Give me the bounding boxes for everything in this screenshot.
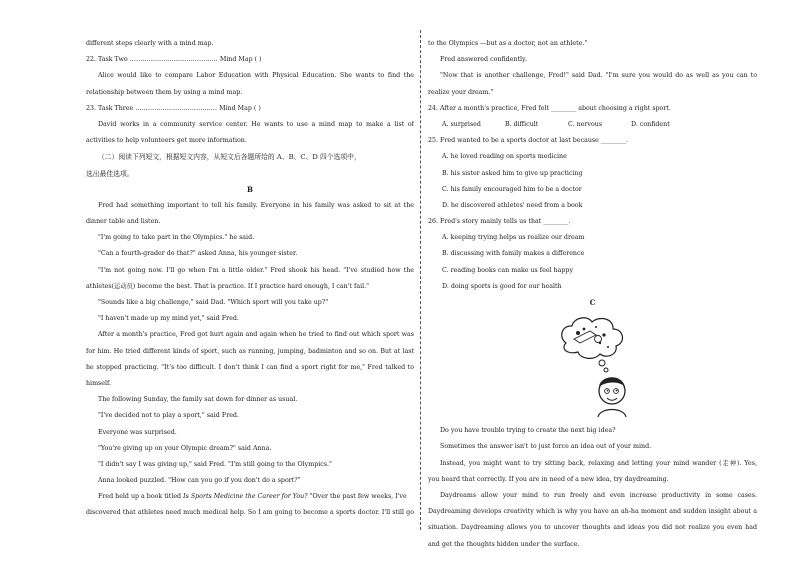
text-line: Do you have trouble trying to create the next big idea?	[440, 427, 616, 435]
option-a: A. keeping trying helps us realize our dream	[442, 234, 585, 242]
question-25-stem: 25. Fred wanted to be a sports doctor at last because ________.	[428, 137, 629, 145]
option-c: C. reading books can make us feel happy	[442, 266, 574, 274]
task-three-line: 23. Task Three ………………………………… Mind Map ( )	[86, 104, 261, 112]
text-line: himself.	[86, 379, 112, 387]
text-line: relationship between them by using a mind map.	[86, 88, 243, 96]
text-line: "Now that is another challenge, Fred!" said Dad. "I'm sure you would do as well as you can to	[440, 72, 757, 80]
text-line: discovered that athletes need much medical help. So I am going to become a sports doctor. I'll still go	[86, 509, 414, 517]
column-divider	[420, 30, 421, 530]
option-b: B. discussing with family makes a difference	[442, 250, 585, 258]
text-line: athletes(运动员) become the best. That is practice. If I practice hard enough, I can't fail."	[86, 282, 369, 290]
task-two-line: 22. Task Two …………………………………… Mind Map ( )	[86, 56, 262, 64]
text-fragment: "Over the past few weeks, I've	[309, 493, 407, 501]
option-c: C. nervous	[568, 120, 603, 128]
text-line: for him. He tried different kinds of sport, such as running, jumping, badminton and so on. But at last	[86, 347, 414, 355]
text-line: to the Olympics —but as a doctor, not an athlete."	[428, 40, 588, 47]
section-instruction: 选出最佳选项。	[86, 169, 134, 178]
option-b: B. his sister asked him to give up practicing	[442, 169, 583, 177]
text-line: Daydreams allow your mind to run freely and even increase productivity in some cases.	[440, 491, 757, 499]
option-d: D. confident	[631, 120, 670, 128]
text-line: "I didn't say I was giving up," said Fred. "I'm still going to the Olympics."	[98, 460, 332, 468]
option-a: A. surprised	[442, 120, 481, 128]
text-line: "Sounds like a big challenge," said Dad. "Which sport will you take up?"	[98, 299, 329, 306]
text-line: David works in a community service center. He wants to use a mind map to make a list of	[98, 120, 414, 128]
section-instruction: （二）阅读下列短文，根据短文内容，从短文后各题所给的 A、B、C、D 四个选项中，	[98, 153, 361, 162]
text-line: "You're giving up on your Olympic dream?" said Anna.	[98, 444, 272, 452]
text-line	[86, 489, 414, 505]
text-line: you heard that correctly. If you are in need of a new idea, try daydreaming.	[428, 475, 669, 483]
text-line: situation. Daydreaming allows you to uncover thoughts and ideas you did not realize you even had	[428, 524, 757, 532]
option-a: A. he loved reading on sports medicine	[442, 153, 567, 161]
question-26-stem: 26. Fred's story mainly tells us that ________.	[428, 218, 571, 226]
option-d: D. he discovered athletes' need from a book	[442, 201, 583, 209]
daydream-illustration	[428, 311, 757, 423]
text-line: Everyone was surprised.	[98, 428, 177, 436]
text-line: and get the thoughts hidden under the surface.	[428, 540, 580, 548]
text-line: Alice would like to compare Labor Education with Physical Education. She wants to find the	[98, 72, 414, 80]
text-line: The following Sunday, the family sat down for dinner as usual.	[98, 396, 298, 404]
option-d: D. doing sports is good for our health	[442, 282, 562, 290]
question-24-options	[428, 117, 757, 133]
text-line: activities to help volunteers get more information.	[86, 137, 247, 145]
text-line: dinner table and listen.	[86, 218, 161, 226]
text-line: Anna looked puzzled. "How can you go if you don't do a sport?"	[98, 477, 301, 485]
text-line: "I haven't made up my mind yet," said Fred.	[98, 315, 239, 323]
option-c: C. his family encouraged him to be a doctor	[442, 185, 582, 193]
text-line: Daydreaming develops creativity which is why you have an ah-ha moment and sudden insight about a	[428, 508, 757, 516]
option-b: B. difficult	[505, 120, 539, 128]
text-line: "I've decided not to play a sport," said Fred.	[98, 412, 239, 420]
text-line: After a month's practice, Fred got hurt again and again when he tried to find out which sport was	[98, 331, 414, 339]
text-line: Sometimes the answer isn't to just force an idea out of your mind.	[440, 443, 652, 451]
left-column	[86, 36, 414, 522]
daydreaming-person-icon	[556, 313, 636, 419]
text-line: Fred had something important to tell his family. Everyone in his family was asked to sit at the	[98, 201, 414, 209]
text-line: Instead, you might want to try sitting back, relaxing and letting your mind wander (走神). Yes,	[440, 459, 757, 467]
text-line: "Can a fourth-grader do that?" asked Anna, his younger sister.	[98, 250, 298, 258]
right-column	[428, 36, 757, 553]
text-fragment: Fred held up a book titled	[98, 493, 182, 501]
text-line: "I'm not going now. I'll go when I'm a little older." Fred shook his head. "I've studied how the	[98, 266, 414, 274]
book-title: Is Sports Medicine the Career for You?	[183, 493, 308, 501]
text-line: realize your dream."	[428, 88, 494, 96]
text-line: Fred answered confidently.	[440, 56, 527, 64]
passage-heading: B	[247, 184, 253, 194]
text-line: "I'm going to take part in the Olympics." he said.	[98, 234, 255, 242]
passage-heading: C	[589, 298, 596, 307]
text-line: different steps clearly with a mind map.	[86, 40, 214, 47]
question-24-stem: 24. After a month's practice, Fred felt ________ about choosing a right sport.	[428, 104, 671, 112]
text-line: he stopped practicing. "It's too difficult. I don't think I can find a sport right for me," Fred talked to	[86, 363, 414, 371]
